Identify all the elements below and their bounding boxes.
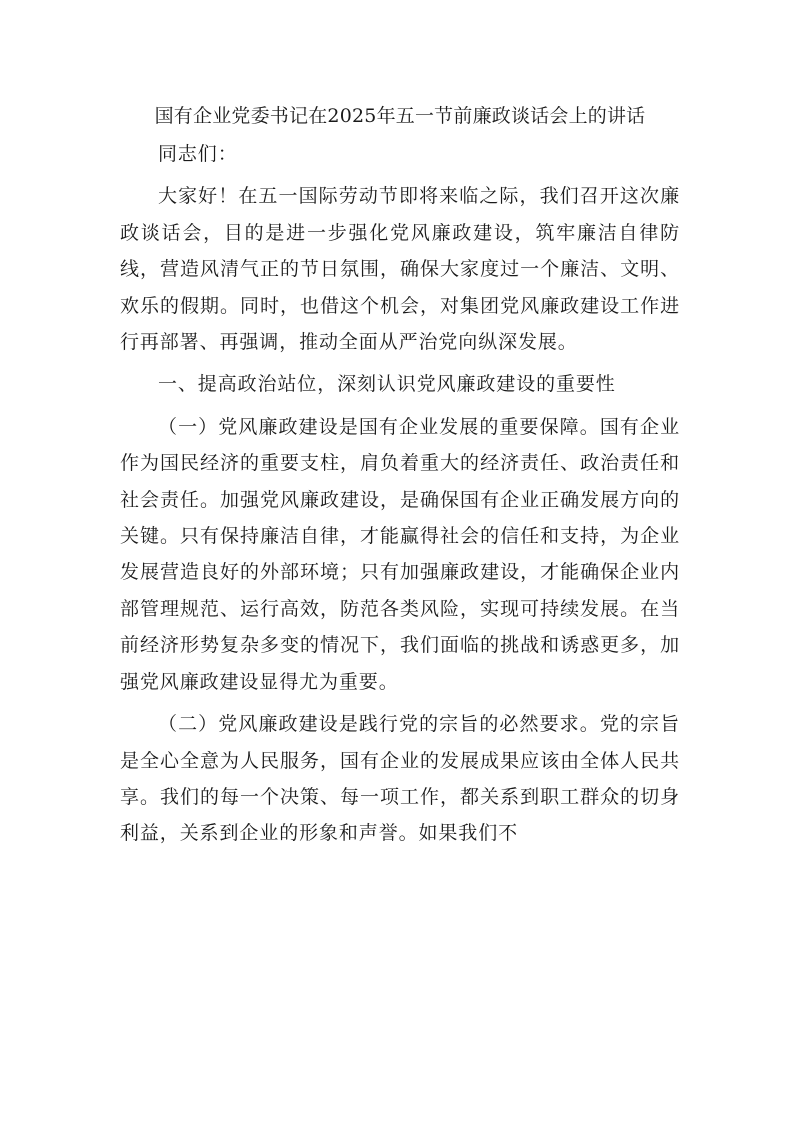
salutation: 同志们： bbox=[158, 143, 238, 165]
document-title: 国有企业党委书记在2025年五一节前廉政谈话会上的讲话 bbox=[154, 105, 646, 127]
document-body bbox=[120, 96, 680, 852]
section-1-paragraph-1: （一）党风廉政建设是国有企业发展的重要保障。国有企业作为国民经济的重要支柱，肩负着重大的经济责任、政治责任和社会责任。加强党风廉政建设，是确保国有企业正确发展方向的关键。只有保持廉洁自律，才能赢得社会的信任和支持，为企业发展营造良好的外部环境；只有加强廉政建设，才能确保企业内部管理规范、运行高效，防范各类风险，实现可持续发展。在当前经济形势复杂多变的情况下，我们面临的挑战和诱惑更多，加强党风廉政建设显得尤为重要。 bbox=[120, 415, 680, 693]
opening-paragraph: 大家好！在五一国际劳动节即将来临之际，我们召开这次廉政谈话会，目的是进一步强化党风廉政建设，筑牢廉洁自律防线，营造风清气正的节日氛围，确保大家度过一个廉洁、文明、欢乐的假期。同时，也借这个机会，对集团党风廉政建设工作进行再部署、再强调，推动全面从严治党向纵深发展。 bbox=[120, 185, 680, 354]
section-heading-1: 一、提高政治站位，深刻认识党风廉政建设的重要性 bbox=[158, 373, 616, 396]
section-1-paragraph-2: （二）党风廉政建设是践行党的宗旨的必然要求。党的宗旨是全心全意为人民服务，国有企业的发展成果应该由全体人民共享。我们的每一个决策、每一项工作，都关系到职工群众的切身利益，关系到企业的形象和声誉。如果我们不 bbox=[120, 713, 680, 845]
